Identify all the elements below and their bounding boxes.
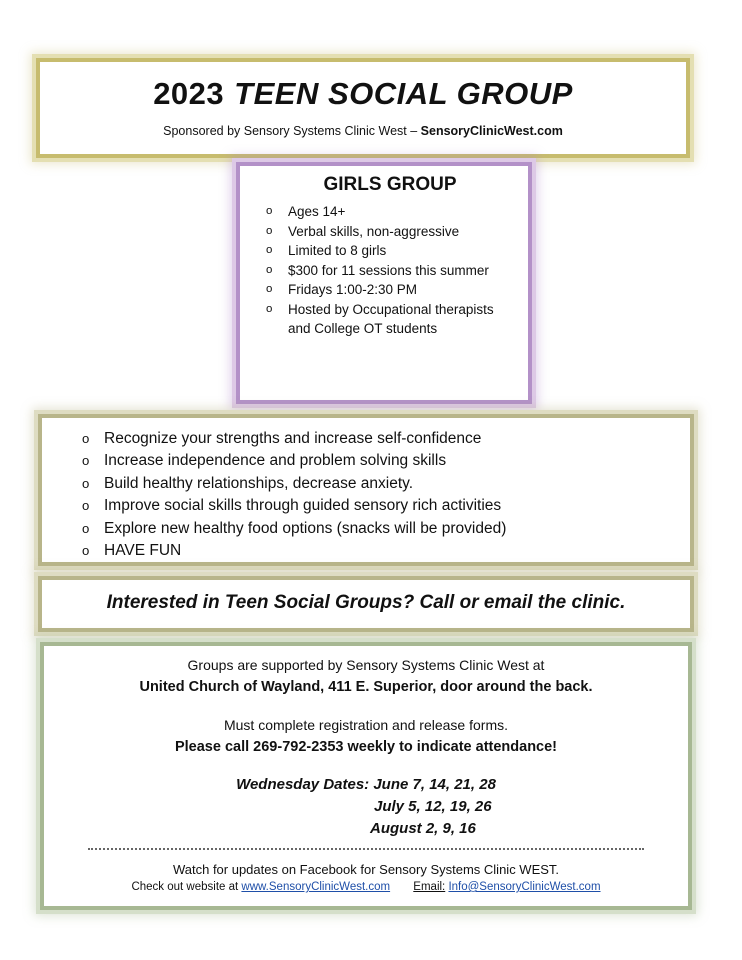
list-item: o Ages 14+ [266,202,514,222]
sponsor-line [40,124,686,138]
dates-line: July 5, 12, 19, 26 [374,798,492,815]
email-label: Email: [413,881,446,893]
list-item: o Hosted by Occupational therapists and College OT students [266,300,514,339]
list-item: o Build healthy relationships, decrease anxiety. [82,473,690,495]
location-line: United Church of Wayland, 411 E. Superior, door around the back. [139,679,593,695]
dotted-divider [88,848,644,850]
list-item: o Recognize your strengths and increase self-confidence [82,428,690,450]
website-label: Check out website at [131,881,242,893]
dates-block [44,774,688,840]
girls-group-title: GIRLS GROUP [323,174,457,195]
flyer-title [40,76,686,112]
list-item: o HAVE FUN [82,540,690,562]
list-item: o Increase independence and problem solving skills [82,450,690,472]
girls-group-list [266,202,514,339]
benefits-list [82,428,690,562]
benefits-box [38,414,694,566]
call-to-action-box [38,576,694,632]
list-item: o $300 for 11 sessions this summer [266,261,514,281]
title-box [36,58,690,158]
sponsor-site: SensoryClinicWest.com [420,124,563,138]
list-item: o Explore new healthy food options (snacks will be provided) [82,518,690,540]
phone-line: Please call 269-792-2353 weekly to indicate attendance! [174,739,558,755]
list-item: o Improve social skills through guided sensory rich activities [82,495,690,517]
contact-line [44,881,688,893]
girls-group-box [236,162,532,404]
call-to-action-text: Interested in Teen Social Groups? Call or email the clinic. [106,592,626,613]
support-line: Groups are supported by Sensory Systems Clinic West at [187,657,545,673]
dates-line: August 2, 9, 16 [370,820,476,837]
registration-line: Must complete registration and release forms. [223,717,508,733]
title-year: 2023 [153,76,225,111]
list-item: o Limited to 8 girls [266,241,514,261]
list-item: o Verbal skills, non-aggressive [266,222,514,242]
dates-line: Wednesday Dates: June 7, 14, 21, 28 [236,776,496,793]
list-item: o Fridays 1:00-2:30 PM [266,280,514,300]
email-link[interactable]: Info@SensoryClinicWest.com [448,881,601,893]
facebook-updates-line: Watch for updates on Facebook for Sensory Systems Clinic WEST. [172,862,560,877]
sponsor-text: Sponsored by Sensory Systems Clinic West – [163,124,421,138]
title-name: TEEN SOCIAL GROUP [234,76,573,111]
info-box [40,642,692,910]
website-link[interactable]: www.SensoryClinicWest.com [241,881,391,893]
